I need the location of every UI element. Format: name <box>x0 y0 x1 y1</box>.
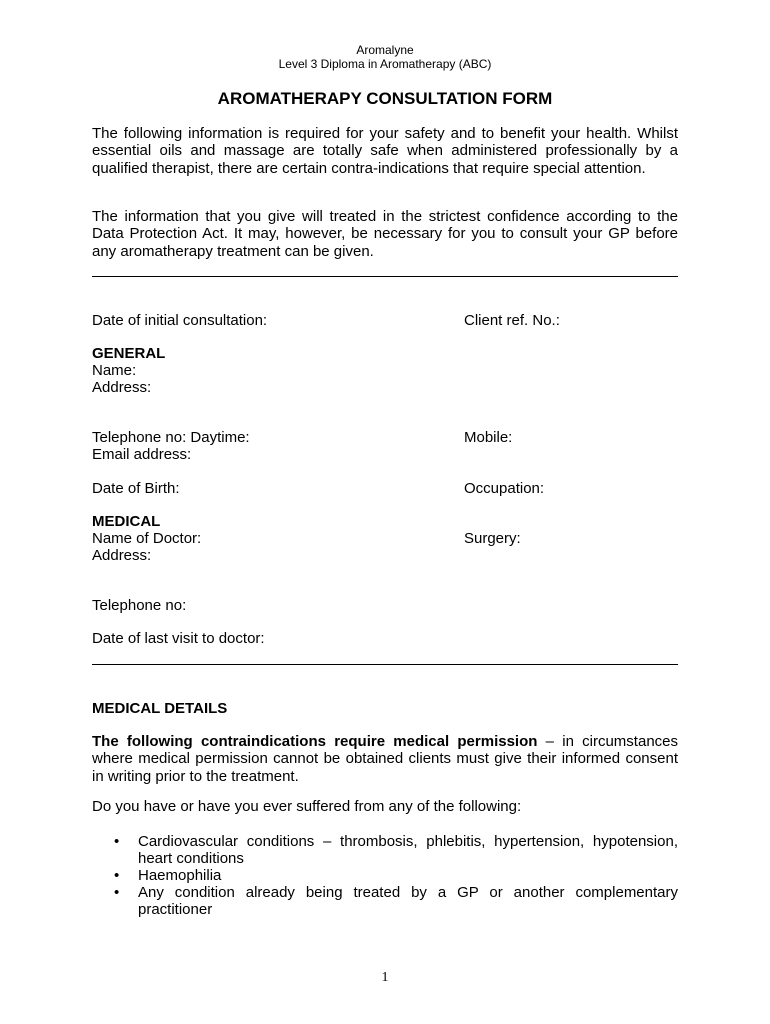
list-item <box>92 884 678 918</box>
date-initial-consultation-label: Date of initial consultation: <box>92 312 268 329</box>
doctor-telephone-label: Telephone no: <box>92 597 187 614</box>
doctor-address-label: Address: <box>92 547 152 564</box>
surgery-label: Surgery: <box>464 530 521 547</box>
permission-bold-text: The following contraindications require medical permission <box>92 733 538 750</box>
last-visit-label: Date of last visit to doctor: <box>92 630 265 647</box>
divider-1 <box>92 276 678 277</box>
list-item <box>92 833 678 867</box>
email-label: Email address: <box>92 446 192 463</box>
list-item-text: Haemophilia <box>138 867 222 884</box>
address-label: Address: <box>92 379 152 396</box>
list-item <box>92 867 678 884</box>
intro-paragraph-1: The following information is required for your safety and to benefit your health. Whilst essential oils and massage are totally safe when administered professionally by a qualified therapist, there are certain contra-indications that require special attention. <box>92 125 678 177</box>
list-item-text: Any condition already being treated by a GP or another complementary practitioner <box>138 884 678 918</box>
intro-paragraph-2: The information that you give will treated in the strictest confidence according to the Data Protection Act. It may, however, be necessary for you to consult your GP before any aromatherapy treatment can be given. <box>92 208 678 260</box>
permission-rest-text: – in circumstances where medical permission cannot be obtained clients must give their informed consent in writing prior to the treatment. <box>92 733 678 785</box>
telephone-daytime-label: Telephone no: Daytime: <box>92 429 250 446</box>
bullet-icon: • <box>114 833 120 850</box>
medical-details-heading: MEDICAL DETAILS <box>92 700 228 717</box>
occupation-label: Occupation: <box>464 480 545 497</box>
bullet-icon: • <box>114 867 120 884</box>
header-org: Aromalyne <box>356 43 414 57</box>
dob-label: Date of Birth: <box>92 480 180 497</box>
divider-2 <box>92 664 678 665</box>
client-ref-label: Client ref. No.: <box>464 312 560 329</box>
doctor-name-label: Name of Doctor: <box>92 530 202 547</box>
name-label: Name: <box>92 362 137 379</box>
header-course: Level 3 Diploma in Aromatherapy (ABC) <box>278 57 492 71</box>
general-heading: GENERAL <box>92 345 166 362</box>
bullet-icon: • <box>114 884 120 901</box>
medical-heading: MEDICAL <box>92 513 161 530</box>
mobile-label: Mobile: <box>464 429 513 446</box>
permission-paragraph <box>92 733 678 785</box>
question-text: Do you have or have you ever suffered from any of the following: <box>92 798 522 815</box>
page-title: AROMATHERAPY CONSULTATION FORM <box>217 89 553 108</box>
list-item-text: Cardiovascular conditions – thrombosis, phlebitis, hypertension, hypotension, heart conditions <box>138 833 678 867</box>
contraindication-list <box>92 833 678 918</box>
page-number: 1 <box>381 970 389 985</box>
